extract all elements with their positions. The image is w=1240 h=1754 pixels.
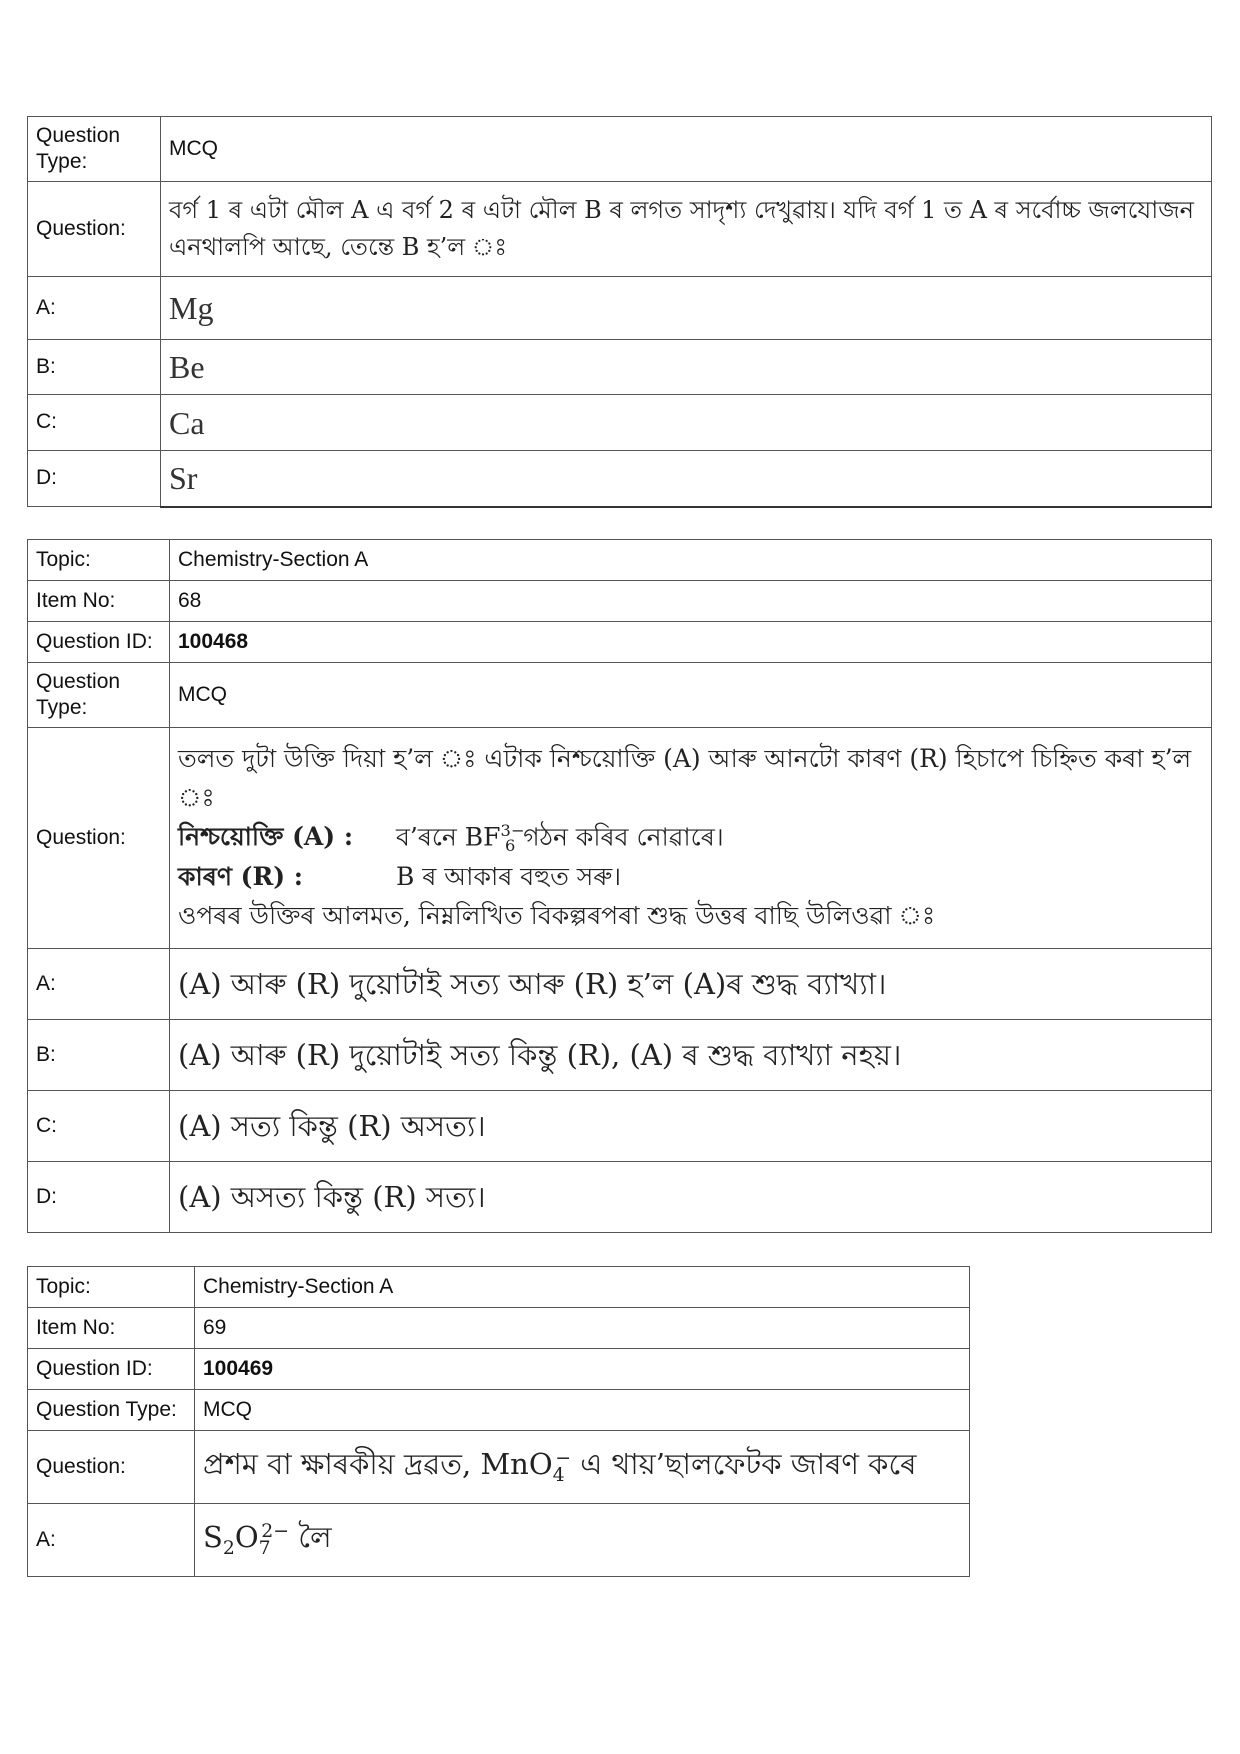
option-d-text: (A) অসত্য কিন্তু (R) সত্য। [170,1162,1212,1233]
question-type-value: MCQ [170,663,1212,728]
option-a-sub2: 7 [258,1538,271,1560]
question-label: Question: [28,728,170,949]
assertion-label: নিশ্চয়োক্তি (A) : [178,822,354,852]
question-outro: ওপৰৰ উক্তিৰ আলমত, নিম্নলিখিত বিকল্পৰপৰা শুদ্ধ উত্তৰ বাছি উলিওৱা ঃ [178,901,936,930]
option-b-text: (A) আৰু (R) দুয়োটাই সত্য কিন্তু (R), (A) ৰ শুদ্ধ ব্যাখ্যা নহয়। [170,1020,1212,1091]
table-row [28,1091,1212,1162]
reason-label: কাৰণ (R) : [178,862,304,892]
item-no-label: Item No: [28,1308,195,1349]
option-d-label: D: [28,1162,170,1233]
table-row [28,622,1212,663]
item-no-label: Item No: [28,581,170,622]
table-row [28,182,1212,277]
table-row [28,728,1212,949]
option-a-sup: 2− [261,1520,290,1542]
question-sub: 4 [552,1465,565,1487]
table-row [28,581,1212,622]
assertion-text-post: গঠন কৰিব নোৱাৰে। [523,822,724,852]
topic-label: Topic: [28,1267,195,1308]
assertion-text-pre: ব’ৰনে BF [395,822,501,852]
question-text [195,1431,970,1504]
option-b-label: B: [28,340,161,395]
question-text: বৰ্গ 1 ৰ এটা মৌল A এ বৰ্গ 2 ৰ এটা মৌল B ৰ লগত সাদৃশ্য দেখুৱায়। যদি বৰ্গ 1 ত A ৰ সৰ্বোচ্চ জলযোজন এনথালপি আছে, তেন্তে B হ’ল ঃ [161,182,1212,277]
table-row [28,1308,970,1349]
table-row [28,1349,970,1390]
table-row [28,1020,1212,1091]
table-row [28,663,1212,728]
item-no-value: 68 [170,581,1212,622]
option-b-label: B: [28,1020,170,1091]
question-label: Question: [28,1431,195,1504]
table-row [28,1504,970,1577]
topic-label: Topic: [28,540,170,581]
option-d-text: Sr [161,451,1212,507]
topic-value: Chemistry-Section A [170,540,1212,581]
question-statement [170,728,1212,949]
question-post: এ থায়’ছালফেটক জাৰণ কৰে [570,1447,917,1482]
option-a-pre: S [203,1520,223,1555]
item-no-value: 69 [195,1308,970,1349]
question-type-label: Question Type: [28,1390,195,1431]
option-a-text [195,1504,970,1577]
question-id-value: 100468 [170,622,1212,663]
table-row [28,1267,970,1308]
assertion-line [178,818,1203,859]
table-row [28,1390,970,1431]
reason-line [178,858,1203,897]
table-row [28,277,1212,340]
question-sup: − [555,1447,571,1469]
option-b-text: Be [161,340,1212,395]
option-a-mid: O [234,1520,259,1555]
option-a-label: A: [28,277,161,340]
question-table-69 [27,1266,970,1577]
question-id-label: Question ID: [28,1349,195,1390]
question-table-67 [27,116,1212,508]
table-row [28,1162,1212,1233]
question-type-label: Question Type: [28,663,170,728]
option-a-label: A: [28,949,170,1020]
topic-value: Chemistry-Section A [195,1267,970,1308]
question-id-label: Question ID: [28,622,170,663]
option-a-sub1: 2 [222,1538,235,1560]
option-d-label: D: [28,451,161,507]
table-row [28,540,1212,581]
question-type-label: Question Type: [28,117,161,182]
assertion-sub: 6 [505,836,516,856]
question-type-value: MCQ [161,117,1212,182]
question-type-value: MCQ [195,1390,970,1431]
table-row [28,949,1212,1020]
question-id-value: 100469 [195,1349,970,1390]
option-c-text: Ca [161,395,1212,451]
table-row [28,1431,970,1504]
table-row [28,451,1212,507]
option-a-post: লৈ [289,1520,332,1555]
option-a-text: Mg [161,277,1212,340]
question-table-68 [27,539,1212,1233]
table-row [28,395,1212,451]
option-c-text: (A) সত্য কিন্তু (R) অসত্য। [170,1091,1212,1162]
reason-text: B ৰ আকাৰ বহুত সৰু। [395,862,622,892]
option-a-text: (A) আৰু (R) দুয়োটাই সত্য আৰু (R) হ’ল (A)ৰ শুদ্ধ ব্যাখ্যা। [170,949,1212,1020]
table-row [28,117,1212,182]
option-c-label: C: [28,395,161,451]
option-a-label: A: [28,1504,195,1577]
question-label: Question: [28,182,161,277]
option-c-label: C: [28,1091,170,1162]
question-intro: তলত দুটা উক্তি দিয়া হ’ল ঃ এটাক নিশ্চয়োক্তি (A) আৰু আনটো কাৰণ (R) হিচাপে চিহ্নিত কৰা হ’ল ঃ [178,744,1192,812]
question-pre: প্ৰশম বা ক্ষাৰকীয় দ্ৰৱত, MnO [203,1447,553,1482]
table-row [28,340,1212,395]
assertion-sup: 3− [500,820,525,840]
